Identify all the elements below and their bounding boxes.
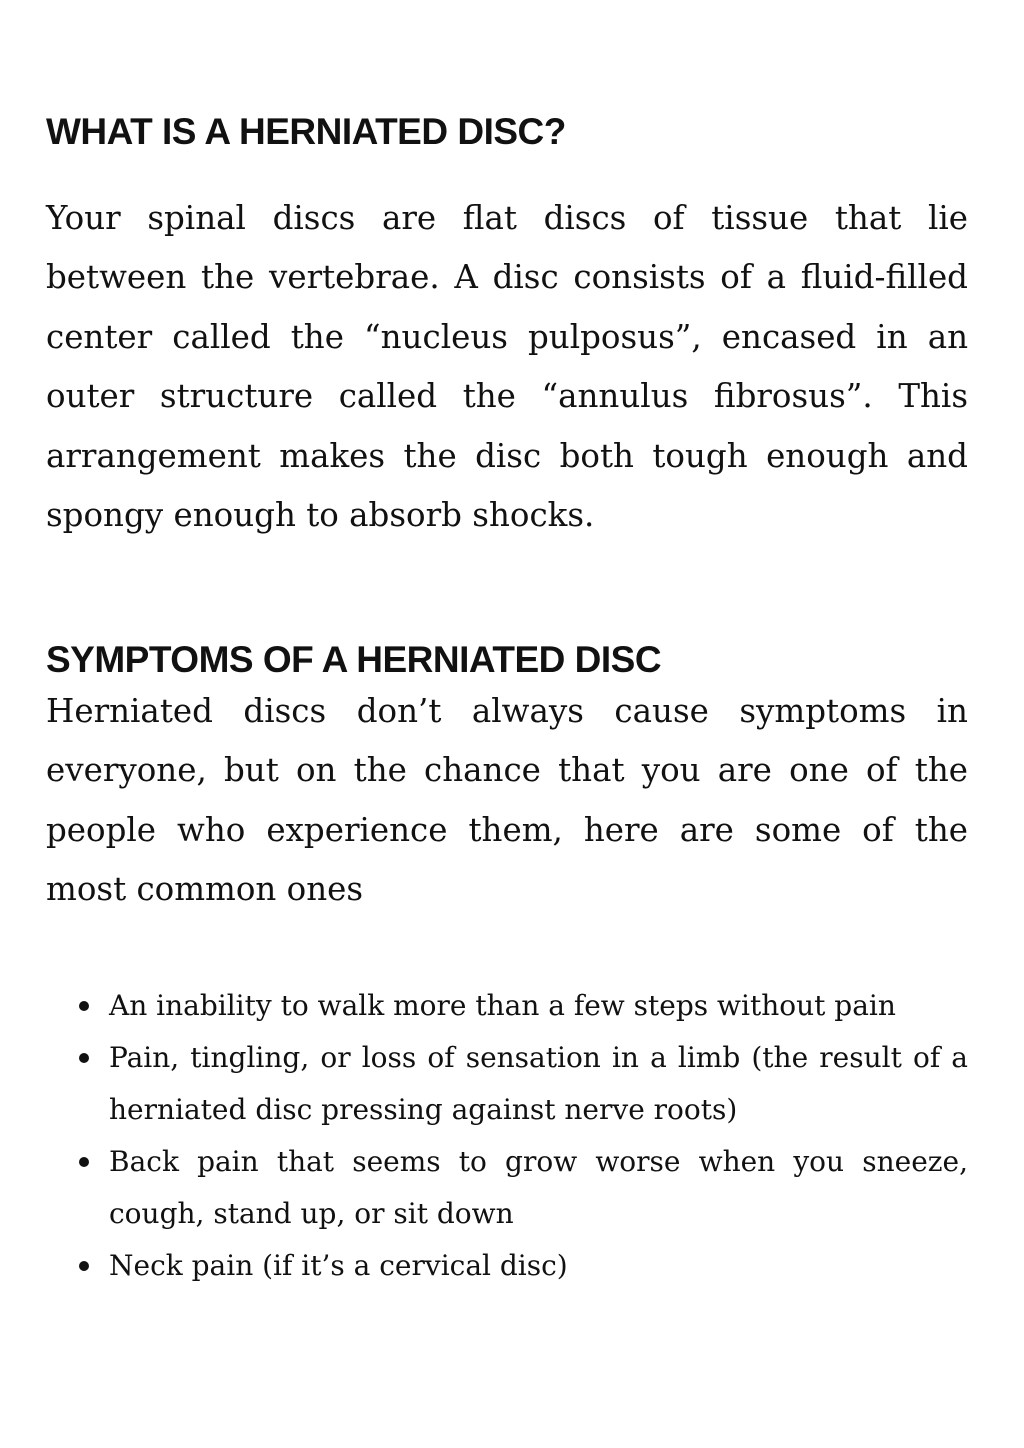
list-item-text: Neck pain (if it’s a cervical disc) [109,1249,568,1282]
list-item-text: Back pain that seems to grow worse when you sneeze, cough, stand up, or sit down [109,1145,968,1230]
list-item-text: Pain, tingling, or loss of sensation in a limb (the result of a herniated disc pressing against nerve roots) [109,1041,968,1126]
section-heading-symptoms: SYMPTOMS OF A HERNIATED DISC [46,639,662,680]
symptoms-list [46,980,968,1292]
bullet-icon [79,1157,89,1167]
list-item [46,980,968,1032]
section-body-what-is: Your spinal discs are flat discs of tissue that lie between the vertebrae. A disc consists of a fluid-filled center called the “nucleus pulposus”, encased in an outer structure called the “annulus fibrosus”. This arrangement makes the disc both tough enough and spongy enough to absorb shocks. [46,199,968,535]
list-item-text: An inability to walk more than a few steps without pain [109,989,896,1022]
bullet-icon [79,1053,89,1063]
section-body-symptoms: Herniated discs don’t always cause symptoms in everyone, but on the chance that you are one of the people who experience them, here are some of the most common ones [46,692,968,909]
bullet-icon [79,1261,89,1271]
list-item [46,1240,968,1292]
list-item [46,1032,968,1136]
list-item [46,1136,968,1240]
bullet-icon [79,1001,89,1011]
section-heading-what-is: WHAT IS A HERNIATED DISC? [46,111,566,152]
